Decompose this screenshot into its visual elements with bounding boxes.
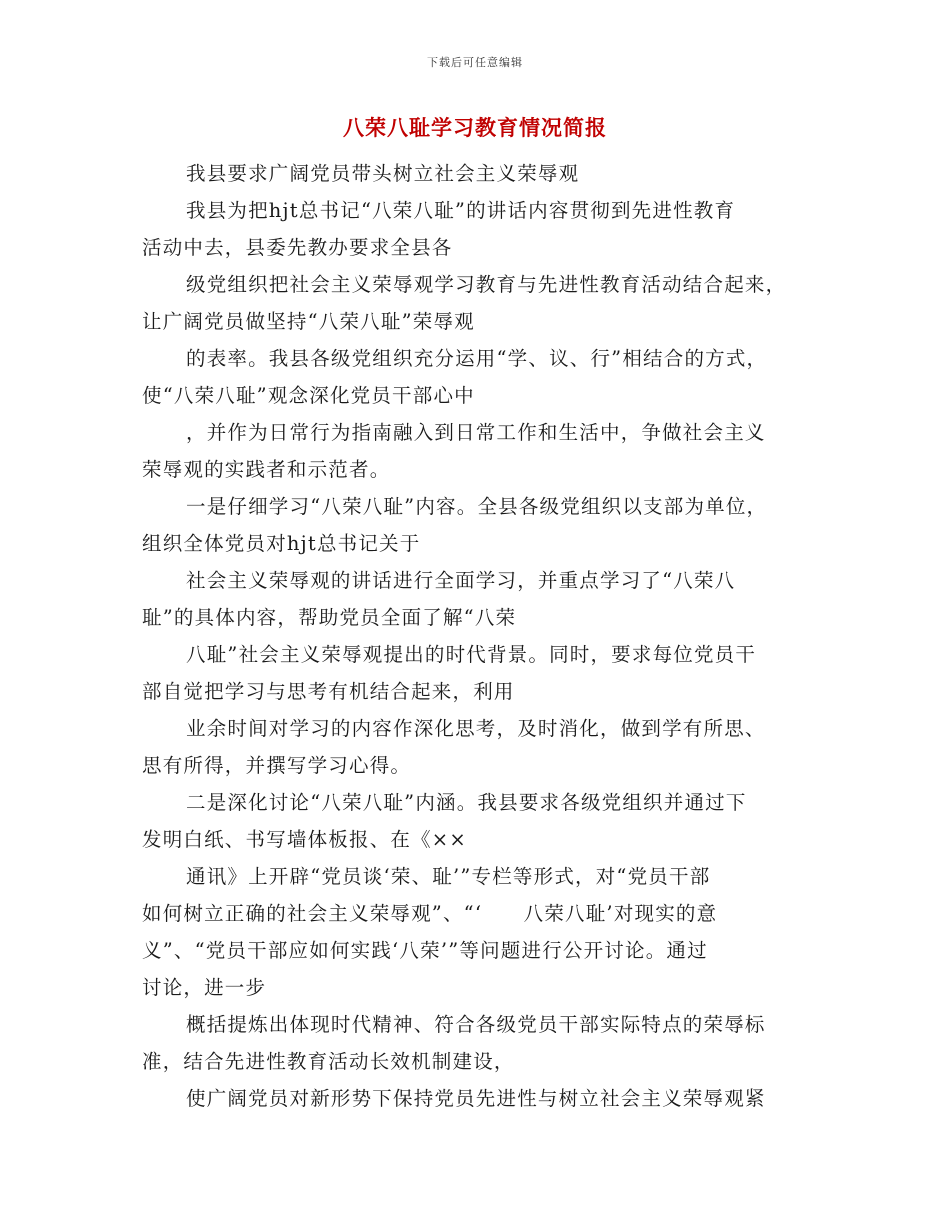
paragraph bbox=[142, 1080, 807, 1117]
text-line: 概括提炼出体现时代精神、符合各级党员干部实际特点的荣辱标 bbox=[186, 1013, 766, 1036]
text-line: 组织全体党员对hjt总书记关于 bbox=[142, 532, 421, 555]
paragraph bbox=[142, 1006, 807, 1080]
text-line: 部自觉把学习与思考有机结合起来，利用 bbox=[142, 680, 515, 703]
document-body bbox=[142, 155, 807, 1117]
text-line: 社会主义荣辱观的讲话进行全面学习，并重点学习了“八荣八 bbox=[186, 569, 736, 592]
text-line: 八耻”社会主义荣辱观提出的时代背景。同时，要求每位党员干 bbox=[186, 643, 757, 666]
paragraph bbox=[142, 414, 807, 488]
text-line: 的表率。我县各级党组织充分运用“学、议、行”相结合的方式， bbox=[186, 347, 768, 370]
text-line: 如何树立正确的社会主义荣辱观”、“‘ 八荣八耻’对现实的意 bbox=[142, 902, 718, 925]
text-line: 思有所得，并撰写学习心得。 bbox=[142, 754, 412, 777]
text-line: 我县为把hjt总书记“八荣八耻”的讲话内容贯彻到先进性教育 bbox=[186, 199, 736, 222]
text-line: 耻”的具体内容，帮助党员全面了解“八荣 bbox=[142, 606, 517, 629]
text-line: 义”、“党员干部应如何实践‘八荣’”等问题进行公开讨论。通过 bbox=[142, 939, 708, 962]
paragraph bbox=[142, 636, 807, 710]
text-line: 级党组织把社会主义荣辱观学习教育与先进性教育活动结合起来， bbox=[186, 273, 787, 296]
text-line: ，并作为日常行为指南融入到日常工作和生活中，争做社会主义 bbox=[186, 421, 766, 444]
paragraph bbox=[142, 710, 807, 784]
text-line: 准，结合先进性教育活动长效机制建设， bbox=[142, 1050, 515, 1073]
text-line: 发明白纸、书写墙体板报、在《×× bbox=[142, 828, 467, 851]
paragraph bbox=[142, 192, 807, 266]
text-line: 让广阔党员做坚持“八荣八耻”荣辱观 bbox=[142, 310, 475, 333]
paragraph bbox=[142, 858, 807, 1006]
header-note: 下载后可任意编辑 bbox=[427, 56, 523, 69]
paragraph bbox=[142, 562, 807, 636]
paragraph bbox=[142, 155, 807, 192]
text-line: 荣辱观的实践者和示范者。 bbox=[142, 458, 391, 481]
text-line: 二是深化讨论“八荣八耻”内涵。我县要求各级党组织并通过下 bbox=[186, 791, 747, 814]
text-line: 一是仔细学习“八荣八耻”内容。全县各级党组织以支部为单位， bbox=[186, 495, 768, 518]
text-line: 通讯》上开辟“党员谈‘荣、耻’”专栏等形式，对“党员干部 bbox=[186, 865, 711, 888]
document-title: 八荣八耻学习教育情况简报 bbox=[343, 115, 607, 140]
paragraph bbox=[142, 340, 807, 414]
paragraph bbox=[142, 784, 807, 858]
text-line: 使“八荣八耻”观念深化党员干部心中 bbox=[142, 384, 475, 407]
text-line: 使广阔党员对新形势下保持党员先进性与树立社会主义荣辱观紧 bbox=[186, 1087, 766, 1110]
text-line: 我县要求广阔党员带头树立社会主义荣辱观 bbox=[186, 162, 580, 185]
paragraph bbox=[142, 488, 807, 562]
text-line: 业余时间对学习的内容作深化思考，及时消化，做到学有所思、 bbox=[186, 717, 766, 740]
paragraph bbox=[142, 266, 807, 340]
text-line: 讨论，进一步 bbox=[142, 976, 267, 999]
text-line: 活动中去，县委先教办要求全县各 bbox=[142, 236, 453, 259]
